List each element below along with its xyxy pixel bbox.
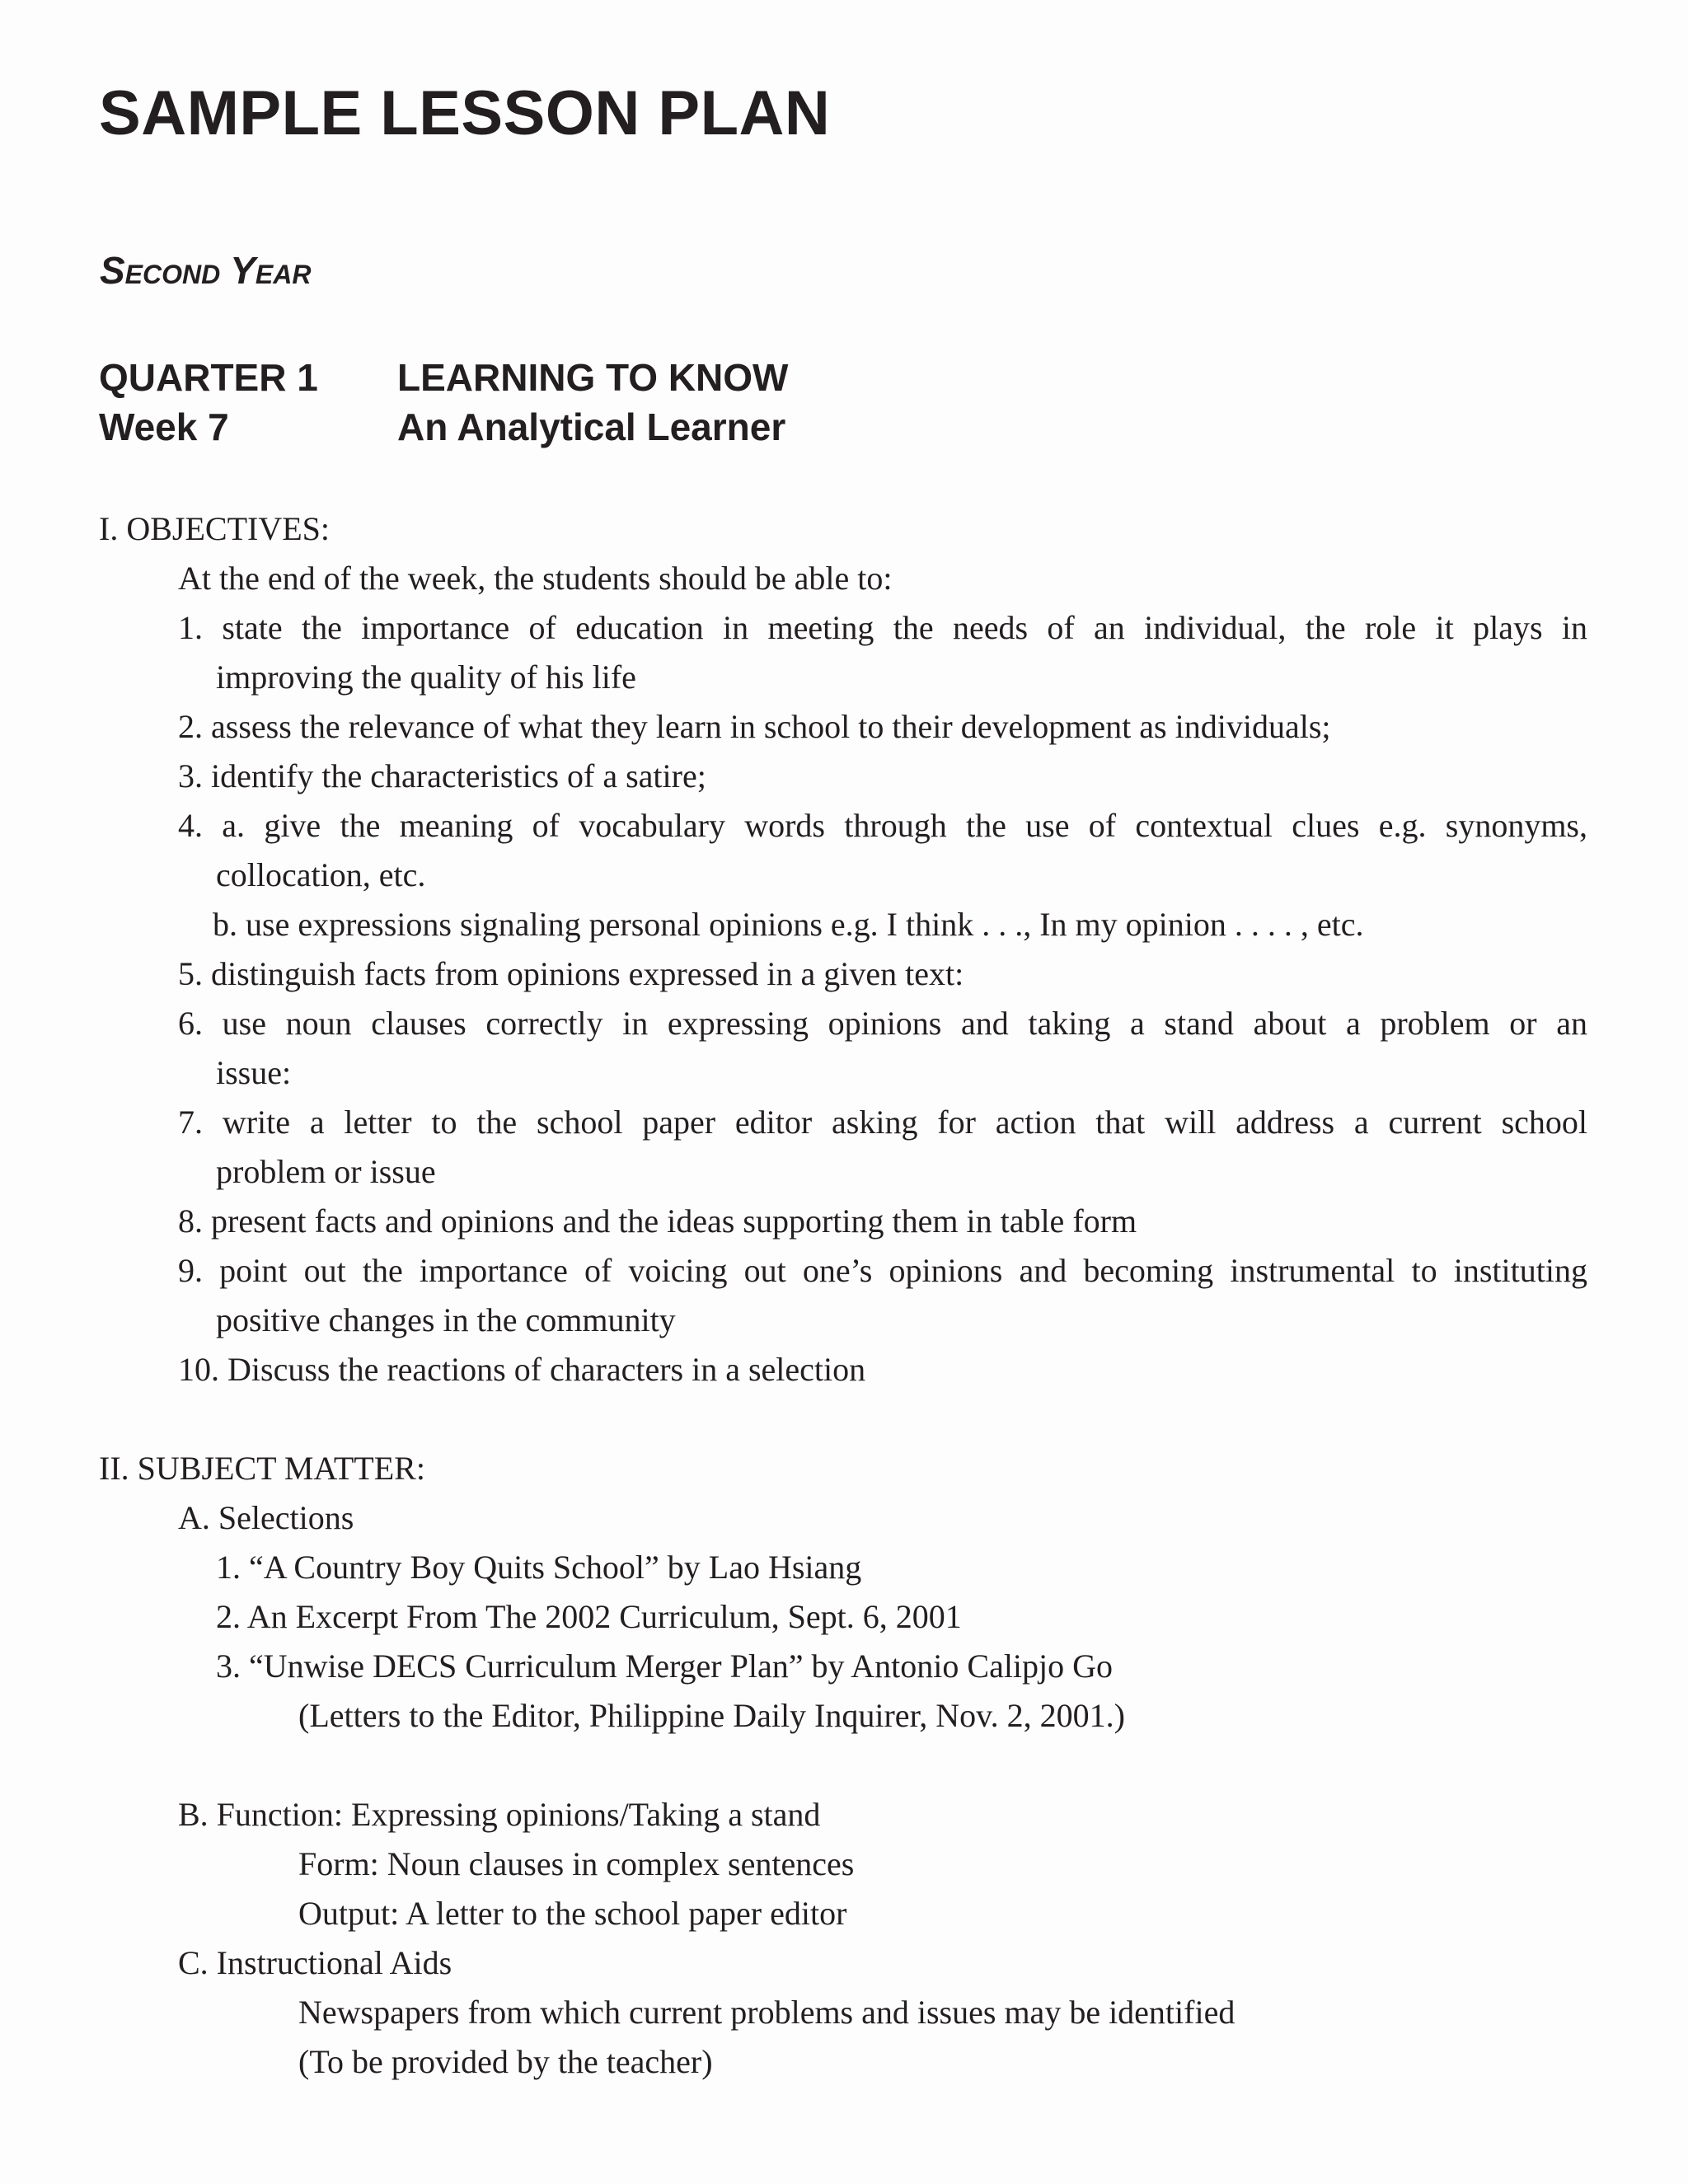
- selection-note: (Letters to the Editor, Philippine Daily Inquirer, Nov. 2, 2001.): [298, 1697, 1125, 1734]
- function-line: B. Function: Expressing opinions/Taking a stand: [178, 1796, 821, 1833]
- objective-6-line1: 6. use noun clauses correctly in expressing opinions and taking a stand about a problem or an: [178, 1005, 1587, 1042]
- objective-6-line2: issue:: [216, 1054, 292, 1091]
- objective-1-line2: improving the quality of his life: [216, 658, 636, 696]
- objective-7-line2: problem or issue: [216, 1153, 436, 1190]
- objectives-heading: I. OBJECTIVES:: [99, 510, 330, 547]
- selection-1: 1. “A Country Boy Quits School” by Lao Hsiang: [216, 1549, 862, 1586]
- objective-4b: b. use expressions signaling personal opinions e.g. I think . . ., In my opinion . . . . , etc.: [213, 906, 1364, 943]
- selection-3: 3. “Unwise DECS Curriculum Merger Plan” by Antonio Calipjo Go: [216, 1647, 1114, 1685]
- objective-5: 5. distinguish facts from opinions expressed in a given text:: [178, 955, 964, 992]
- aids-line-2: (To be provided by the teacher): [298, 2043, 713, 2080]
- year-heading: Second Year: [100, 249, 312, 292]
- aids-line-1: Newspapers from which current problems and issues may be identified: [298, 1994, 1236, 2031]
- objective-2: 2. assess the relevance of what they learn in school to their development as individuals;: [178, 708, 1331, 745]
- objective-9-line2: positive changes in the community: [216, 1301, 676, 1338]
- output-line: Output: A letter to the school paper editor: [298, 1895, 847, 1932]
- objectives-intro: At the end of the week, the students should be able to:: [178, 560, 893, 597]
- objective-7-line1: 7. write a letter to the school paper editor asking for action that will address a current school: [178, 1104, 1587, 1141]
- objective-4a-line1: 4. a. give the meaning of vocabulary words through the use of contextual clues e.g. synonyms,: [178, 807, 1587, 844]
- week-label: Week 7: [99, 405, 229, 448]
- objective-9-line1: 9. point out the importance of voicing out one’s opinions and becoming instrumental to instituting: [178, 1252, 1587, 1289]
- selection-2: 2. An Excerpt From The 2002 Curriculum, Sept. 6, 2001: [216, 1598, 962, 1635]
- quarter-block: [99, 353, 788, 452]
- quarter-row: [99, 353, 788, 402]
- selections-heading: A. Selections: [178, 1499, 354, 1536]
- page-title: SAMPLE LESSON PLAN: [99, 78, 831, 148]
- quarter-theme: LEARNING TO KNOW: [397, 356, 789, 399]
- form-line: Form: Noun clauses in complex sentences: [298, 1845, 855, 1882]
- week-row: [99, 402, 788, 452]
- objective-10: 10. Discuss the reactions of characters in a selection: [178, 1351, 866, 1388]
- instructional-aids-heading: C. Instructional Aids: [178, 1944, 452, 1981]
- objective-4a-line2: collocation, etc.: [216, 856, 426, 893]
- quarter-label: QUARTER 1: [99, 356, 318, 399]
- objective-1-line1: 1. state the importance of education in meeting the needs of an individual, the role it plays in: [178, 609, 1587, 646]
- objective-8: 8. present facts and opinions and the ideas supporting them in table form: [178, 1202, 1137, 1240]
- subject-matter-heading: II. SUBJECT MATTER:: [99, 1450, 425, 1487]
- objective-3: 3. identify the characteristics of a satire;: [178, 757, 706, 794]
- week-theme: An Analytical Learner: [397, 405, 786, 448]
